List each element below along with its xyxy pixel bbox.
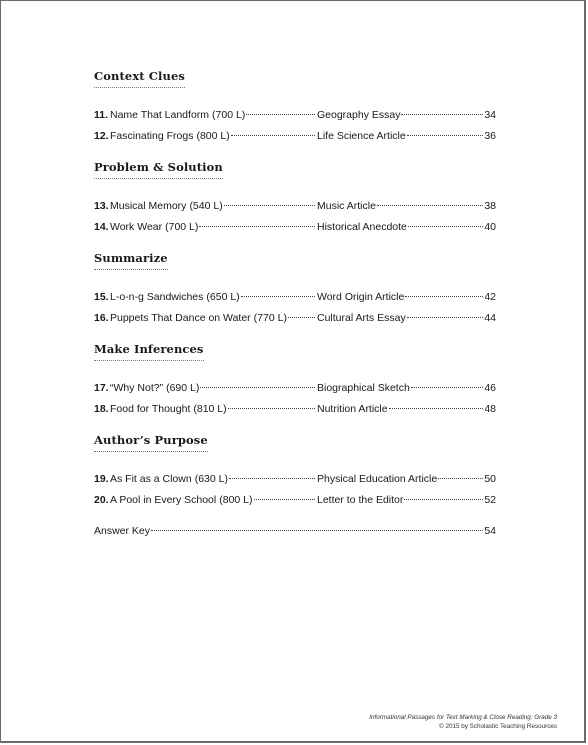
dot-leader	[241, 295, 315, 297]
dot-leader	[200, 386, 315, 388]
dot-leader	[151, 529, 483, 531]
section-authors-purpose	[94, 431, 496, 511]
entry-title: As Fit as a Clown	[110, 473, 192, 485]
entry-page-number: 50	[484, 473, 496, 485]
entry-number: 20.	[94, 494, 109, 506]
entry-genre: Life Science Article	[317, 130, 406, 142]
dot-leader	[229, 477, 315, 479]
toc-entry	[94, 126, 496, 147]
section-heading: Summarize	[94, 251, 168, 270]
entry-page-number: 48	[484, 403, 496, 415]
toc-entry	[94, 287, 496, 308]
entry-title: Food for Thought	[110, 403, 191, 415]
entry-number: 18.	[94, 403, 109, 415]
entry-title: Fascinating Frogs	[110, 130, 194, 142]
dot-leader	[405, 295, 483, 297]
entry-genre: Biographical Sketch	[317, 382, 410, 394]
entry-title: Puppets That Dance on Water	[110, 312, 251, 324]
entry-title: A Pool in Every School	[110, 494, 217, 506]
entry-title: Musical Memory	[110, 200, 187, 212]
dot-leader	[228, 407, 315, 409]
entry-lexile: (700 L)	[212, 109, 246, 121]
dot-leader	[254, 498, 315, 500]
dot-leader	[231, 134, 315, 136]
entry-genre: Geography Essay	[317, 109, 401, 121]
toc-entry	[94, 217, 496, 238]
section-context-clues	[94, 67, 496, 147]
dot-leader	[408, 225, 483, 227]
dot-leader	[401, 113, 483, 115]
entry-lexile: (800 L)	[196, 130, 230, 142]
entry-page-number: 36	[484, 130, 496, 142]
entry-page-number: 42	[484, 291, 496, 303]
entry-genre: Nutrition Article	[317, 403, 388, 415]
entry-title: Name That Landform	[110, 109, 210, 121]
dot-leader	[199, 225, 315, 227]
entry-number: 15.	[94, 291, 109, 303]
section-problem-solution	[94, 158, 496, 238]
entry-genre: Physical Education Article	[317, 473, 438, 485]
toc-entry	[94, 196, 496, 217]
entry-page-number: 52	[484, 494, 496, 506]
entry-lexile: (630 L)	[194, 473, 228, 485]
entry-number: 16.	[94, 312, 109, 324]
section-heading: Make Inferences	[94, 342, 204, 361]
entry-number: 17.	[94, 382, 109, 394]
entry-genre: Music Article	[317, 200, 376, 212]
entry-genre: Word Origin Article	[317, 291, 405, 303]
dot-leader	[438, 477, 483, 479]
dot-leader	[224, 204, 315, 206]
entry-lexile: (540 L)	[189, 200, 223, 212]
entry-lexile: (810 L)	[193, 403, 227, 415]
dot-leader	[389, 407, 484, 409]
answer-key-entry	[94, 525, 496, 537]
dot-leader	[407, 316, 484, 318]
entry-lexile: (770 L)	[253, 312, 287, 324]
entry-page-number: 38	[484, 200, 496, 212]
entry-number: 14.	[94, 221, 109, 233]
section-heading: Context Clues	[94, 69, 185, 88]
entry-lexile: (690 L)	[166, 382, 200, 394]
entry-lexile: (700 L)	[165, 221, 199, 233]
toc-entry	[94, 469, 496, 490]
entry-page-number: 46	[484, 382, 496, 394]
toc-entry	[94, 490, 496, 511]
entry-genre: Historical Anecdote	[317, 221, 407, 233]
entry-page-number: 44	[484, 312, 496, 324]
dot-leader	[411, 386, 484, 388]
entry-number: 13.	[94, 200, 109, 212]
entry-title: “Why Not?”	[110, 382, 164, 394]
entry-lexile: (800 L)	[219, 494, 253, 506]
entry-title: Work Wear	[110, 221, 163, 233]
dot-leader	[404, 498, 483, 500]
entry-number: 12.	[94, 130, 109, 142]
entry-title: L-o-n-g Sandwiches	[110, 291, 204, 303]
page-footer	[369, 713, 557, 731]
toc-entry	[94, 378, 496, 399]
dot-leader	[288, 316, 315, 318]
dot-leader	[407, 134, 484, 136]
toc-entry	[94, 308, 496, 329]
entry-number: 19.	[94, 473, 109, 485]
footer-book-title: Informational Passages for Text Marking & Close Reading: Grade 3	[369, 714, 557, 721]
dot-leader	[246, 113, 315, 115]
entry-number: 11.	[94, 109, 109, 121]
dot-leader	[377, 204, 483, 206]
entry-page-number: 34	[484, 109, 496, 121]
entry-genre: Cultural Arts Essay	[317, 312, 406, 324]
toc-entry	[94, 399, 496, 420]
section-summarize	[94, 249, 496, 329]
toc-entry	[94, 105, 496, 126]
section-heading: Author’s Purpose	[94, 433, 208, 452]
entry-page-number: 40	[484, 221, 496, 233]
footer-copyright: © 2015 by Scholastic Teaching Resources	[439, 723, 557, 730]
answer-key-label: Answer Key	[94, 525, 151, 537]
entry-lexile: (650 L)	[206, 291, 240, 303]
answer-key-page-number: 54	[484, 525, 496, 537]
entry-genre: Letter to the Editor	[317, 494, 404, 506]
section-heading: Problem & Solution	[94, 160, 223, 179]
section-make-inferences	[94, 340, 496, 420]
